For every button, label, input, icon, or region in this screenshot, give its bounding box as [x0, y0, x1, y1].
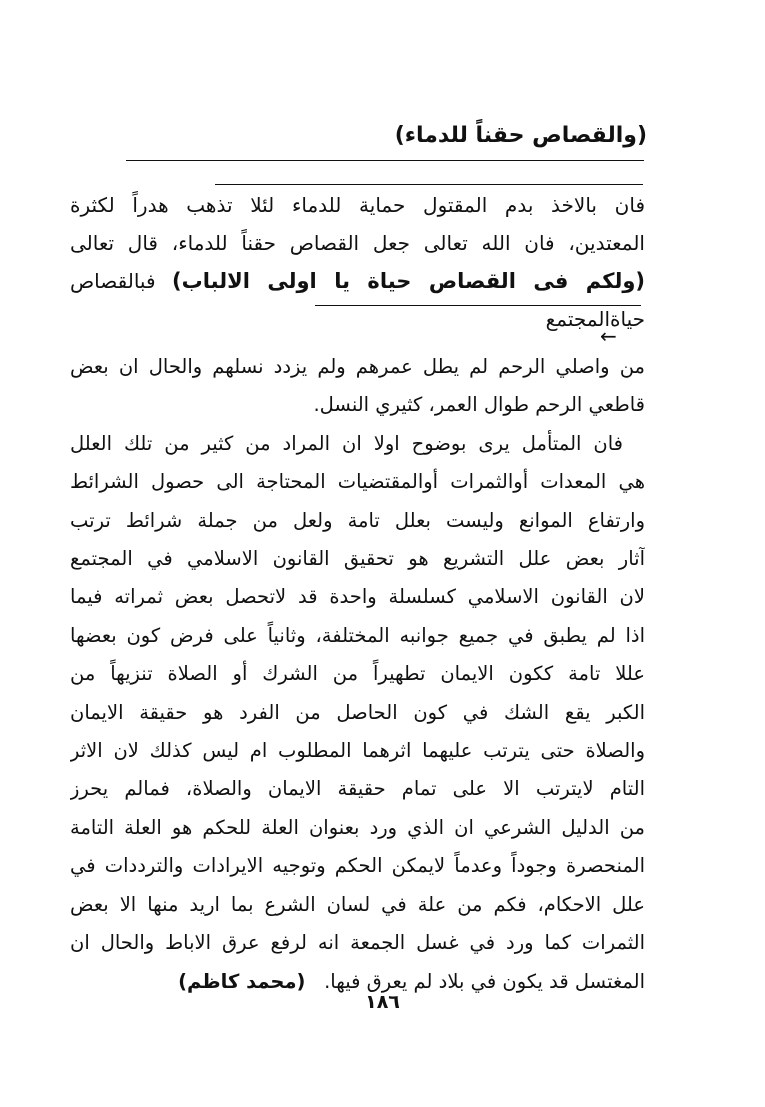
- boxed-passage-continuation: فبالقصاص حياةالمجتمع: [70, 269, 645, 331]
- body-line: من واصلي الرحم لم يطل عمرهم ولم يزدد نسلهم والحال ان بعض: [70, 355, 645, 378]
- header-rule: [126, 160, 644, 161]
- body-line: هي المعدات أوالثمرات أوالمقتضيات المحتاجة الى حصول الشرائط: [70, 470, 645, 494]
- boxed-passage-line: فان بالاخذ بدم المقتول حماية للدماء لئلا تذهب هدراً لكثرة: [70, 193, 645, 217]
- body-line: علل الاحكام، فكم من علة في لسان الشرع بما اريد منها الا بعض: [70, 892, 645, 916]
- body-line: الثمرات كما ورد في غسل الجمعة انه لرفع عرق الاباط والحال ان: [70, 931, 645, 955]
- body-line: التام لايترتب الا على تمام حقيقة الايمان والصلاة، فمالم يحرز: [70, 777, 645, 801]
- page-number: ١٨٦: [365, 991, 400, 1013]
- body-line: اذا لم يطبق في جميع جوانبه المختلفة، وثانياً على فرض كون بعضها: [70, 623, 645, 647]
- box-top-rule: [215, 184, 643, 185]
- box-bottom-rule: [315, 305, 641, 306]
- body-line: الكبر يقع الشك في كون الحاصل من الفرد هو حقيقة الايمان: [70, 700, 645, 724]
- body-line: قاطعي الرحم طوال العمر، كثيري النسل.: [313, 393, 645, 417]
- boxed-passage: [70, 186, 645, 338]
- body-line: المنحصرة وجوداً وعدماً لايمكن الحكم وتوجيه الايرادات والترددات في: [70, 854, 645, 878]
- author-signature: (محمد كاظم): [178, 969, 306, 993]
- section-title: (والقصاص حقناً للدماء): [394, 123, 647, 148]
- body-line: من الدليل الشرعي ان الذي ورد بعنوان العلة للحكم هو العلة التامة: [70, 815, 645, 839]
- boxed-passage-line: المعتدين، فان الله تعالى جعل القصاص حقناً للدماء، قال تعالى: [70, 231, 645, 255]
- body-line: عللا تامة ككون الايمان تطهيراً من الشرك أو الصلاة تنزيهاً من: [70, 662, 645, 686]
- body-line: والصلاة حتى يترتب عليهما اثرهما المطلوب ام ليس كذلك لان الاثر: [70, 739, 645, 763]
- body-text: [70, 348, 645, 1001]
- body-line: وارتفاع الموانع وليست بعلل تامة ولعل من جملة شرائط ترتب: [70, 508, 645, 532]
- boxed-passage-last-line: [70, 262, 645, 338]
- body-line: فان المتأمل يرى بوضوح اولا ان المراد من كثير من تلك العلل: [70, 431, 623, 455]
- body-line-text: المغتسل قد يكون في بلاد لم يعرق فيها.: [324, 969, 645, 993]
- quran-quote: (ولكم فى القصاص حياة يا اولى الالباب): [172, 269, 646, 293]
- body-line: آثار بعض علل التشريع هو تحقيق القانون الاسلامي في المجتمع: [70, 547, 645, 571]
- body-line: لان القانون الاسلامي كسلسلة واحدة قد لاتحصل بعض ثمراته فيما: [70, 585, 645, 609]
- continuation-arrow-icon: ←: [600, 324, 617, 348]
